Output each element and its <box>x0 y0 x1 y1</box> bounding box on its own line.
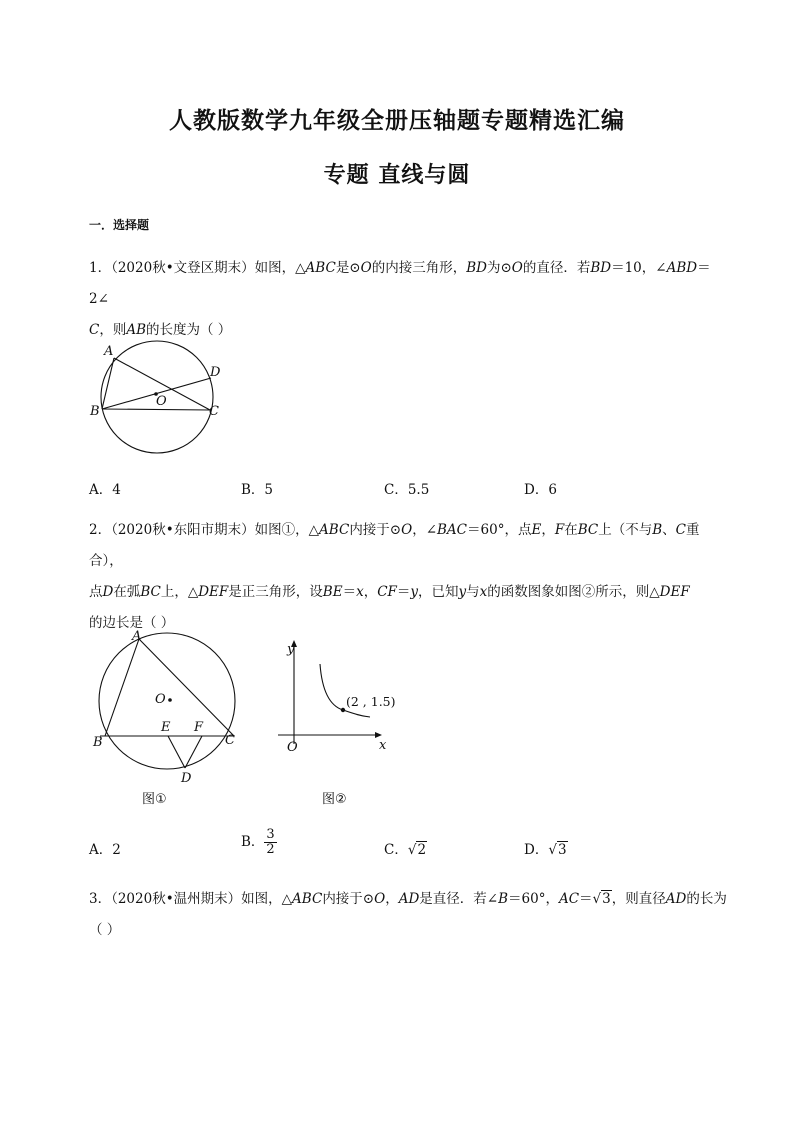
question-2-figure-2 <box>278 636 408 809</box>
sqrt-icon: √2 <box>407 842 427 858</box>
point-label: (2 , 1.5) <box>346 694 396 709</box>
question-2-figure-1 <box>88 627 248 809</box>
label-b: B <box>90 404 100 419</box>
curve-point <box>341 708 345 712</box>
label-o: O <box>156 394 167 409</box>
origin-label: O <box>287 740 298 755</box>
segment-ab <box>105 639 139 736</box>
segment-ab <box>102 358 114 409</box>
document-subtitle: 专题 直线与圆 <box>323 163 471 188</box>
question-1-text: 1．（2020秋•文登区期末）如图，△ABC是⊙O的内接三角形，BD为⊙O的直径．若BD＝10，∠ABD＝2∠ C，则AB的长度为（ ） <box>89 260 711 338</box>
label-a: A <box>132 629 142 644</box>
label-c: C <box>209 404 219 419</box>
label-d: D <box>181 771 192 786</box>
q1-option-c[interactable]: C．5.5 <box>384 482 430 498</box>
q1-option-b[interactable]: B．5 <box>241 482 274 498</box>
y-axis-label: y <box>287 642 295 657</box>
circle-o <box>99 633 235 769</box>
label-a: A <box>104 344 114 359</box>
sqrt-icon: √3 <box>548 842 567 858</box>
label-f: F <box>194 720 204 735</box>
segment-de <box>168 736 185 768</box>
q1-option-a[interactable]: A．4 <box>89 482 121 498</box>
function-curve <box>320 664 370 717</box>
label-d: D <box>210 365 221 380</box>
sqrt-icon: √3 <box>592 891 611 907</box>
label-e: E <box>161 720 171 735</box>
label-o: O <box>155 692 166 707</box>
q2-option-a[interactable]: A．2 <box>89 842 121 858</box>
label-c: C <box>225 733 235 748</box>
figure-1-caption: 图① <box>142 792 167 807</box>
document-title: 人教版数学九年级全册压轴题专题精选汇编 <box>169 108 625 134</box>
q2-option-c[interactable]: C．√2 <box>384 842 427 858</box>
figure-2-caption: 图② <box>322 792 347 807</box>
question-3-text: 3．（2020秋•温州期末）如图，△ABC内接于⊙O，AD是直径．若∠B＝60°，AC＝√3，则直径AD的长为 （ ） <box>89 884 729 946</box>
q2-option-b[interactable]: B． $\frac{3}{2}$ <box>241 827 275 857</box>
label-b: B <box>93 735 103 750</box>
section-heading: 一．选择题 <box>89 218 150 232</box>
segment-bc <box>102 409 210 410</box>
q1-option-d[interactable]: D．6 <box>524 482 557 498</box>
q2-option-d[interactable]: D．√3 <box>524 842 567 858</box>
center-point <box>168 698 172 702</box>
x-axis-label: x <box>379 738 387 753</box>
question-2-text: 2．（2020秋•东阳市期末）如图①，△ABC内接于⊙O，∠BAC＝60°，点E，F在BC上（不与B、C重合）， 点D在弧BC上，△DEF是正三角形，设BE＝x，CF＝y，已知y与x的函数图象如图②所示，则△DEF 的边长是（ ） <box>89 522 700 631</box>
fraction: $\frac{3}{2}$ <box>266 827 275 857</box>
segment-ac <box>139 639 234 736</box>
question-1-figure <box>88 338 238 456</box>
